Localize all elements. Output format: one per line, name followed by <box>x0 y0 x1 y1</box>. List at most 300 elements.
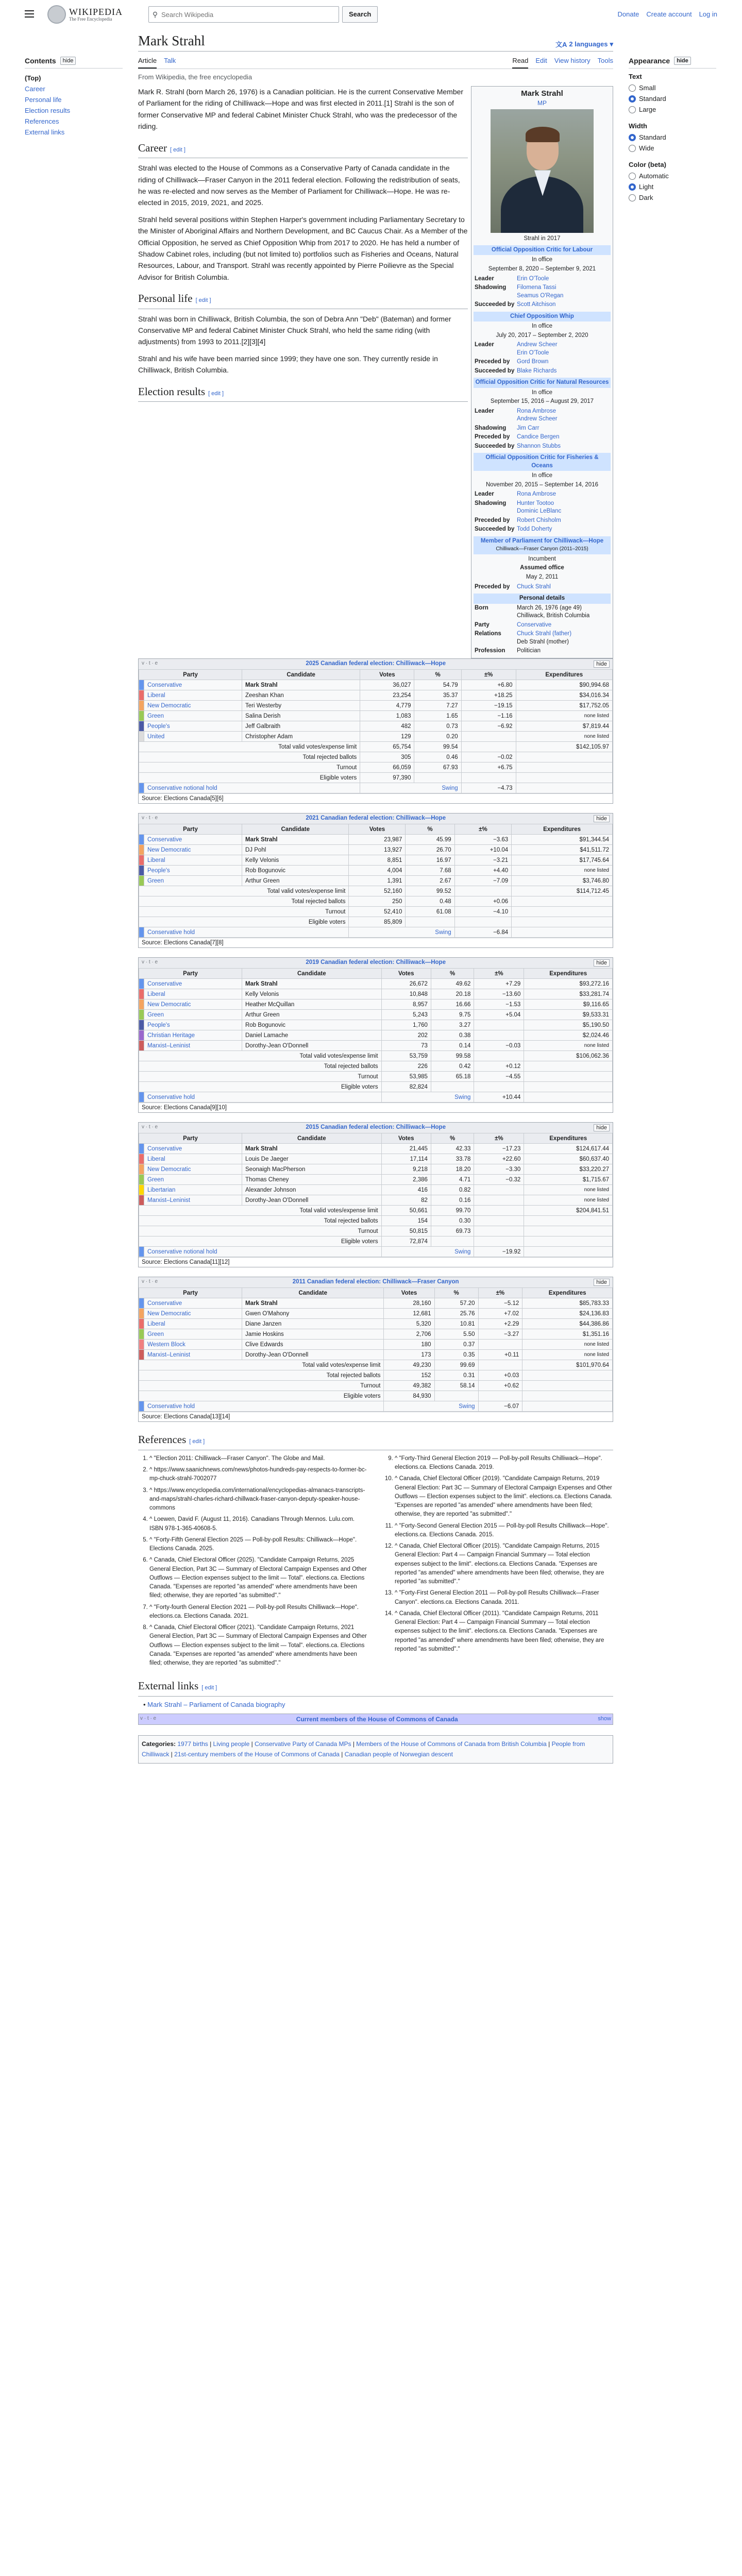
table-hide-button[interactable]: hide <box>594 1279 610 1286</box>
tab-talk[interactable]: Talk <box>164 57 176 64</box>
candidate-row <box>139 866 613 876</box>
radio-selected-icon <box>629 95 636 103</box>
party-link[interactable]: Liberal <box>147 1156 165 1162</box>
infobox-link[interactable]: Dominic LeBlanc <box>517 508 562 515</box>
table-hide-button[interactable]: hide <box>594 959 610 967</box>
votes-cell: 23,254 <box>360 690 414 701</box>
infobox-link[interactable]: Rona Ambrose <box>517 491 556 498</box>
change-cell: +18.25 <box>461 690 516 701</box>
role-dates: November 20, 2015 – September 14, 2016 <box>485 481 598 488</box>
totals-expenditure <box>522 1370 613 1381</box>
infobox-link[interactable]: Blake Richards <box>517 367 557 374</box>
infobox-link[interactable]: Robert Chisholm <box>517 517 561 523</box>
candidate-row <box>139 876 613 886</box>
change-cell: −1.16 <box>461 711 516 721</box>
candidate-row <box>139 845 613 855</box>
column-header: Candidate <box>242 969 382 979</box>
party-link[interactable]: New Democratic <box>147 846 191 853</box>
table-hide-button[interactable]: hide <box>594 660 610 668</box>
percent-cell: 0.37 <box>434 1340 478 1350</box>
expenditure-cell: $2,024.46 <box>524 1030 613 1041</box>
tab-edit[interactable]: Edit <box>535 57 547 64</box>
role-title[interactable]: Official Opposition Critic for Fisheries & Oceans <box>485 454 599 469</box>
hold-link[interactable]: Conservative notional hold <box>147 1248 217 1255</box>
election-table-title[interactable]: 2021 Canadian federal election: Chilliwack—Hope <box>306 815 446 822</box>
change-cell: −0.03 <box>474 1041 524 1051</box>
category-link[interactable]: Living people <box>213 1740 250 1748</box>
candidate-row <box>139 1175 613 1185</box>
column-header: ±% <box>454 824 512 835</box>
election-table-title[interactable]: 2025 Canadian federal election: Chilliwack—Hope <box>306 660 446 667</box>
expenditure-cell: $17,745.64 <box>512 855 613 866</box>
toc-item-career[interactable]: Career <box>25 85 45 93</box>
percent-cell: 0.38 <box>431 1030 474 1041</box>
party-name <box>144 1298 242 1309</box>
infobox-text[interactable]: Conservative <box>517 621 552 628</box>
category-link[interactable]: Canadian people of Norwegian descent <box>344 1751 453 1758</box>
text-size-standard[interactable] <box>629 93 716 104</box>
infobox-link[interactable]: Chuck Strahl <box>517 583 551 590</box>
party-link[interactable]: New Democratic <box>147 702 191 709</box>
party-link[interactable]: Green <box>147 713 164 719</box>
totals-label: Eligible voters <box>139 1391 384 1401</box>
candidate-name: Arthur Green <box>242 1010 382 1020</box>
party-name <box>144 1010 242 1020</box>
navbox-title[interactable]: Current members of the House of Commons of Canada <box>296 1715 458 1723</box>
expenditure-cell: $9,116.65 <box>524 999 613 1010</box>
radio-icon <box>629 145 636 152</box>
radio-label: Standard <box>639 95 666 103</box>
percent-cell: 0.16 <box>431 1195 474 1206</box>
totals-percent <box>434 1391 478 1401</box>
infobox-text[interactable]: Deb Strahl (mother) <box>517 638 569 645</box>
swing-value: +10.44 <box>474 1092 524 1103</box>
text-size-group <box>629 73 716 115</box>
toc-item-top[interactable]: (Top) <box>25 74 41 82</box>
party-link[interactable]: Liberal <box>147 692 165 699</box>
expenditure-cell: $1,351.16 <box>522 1329 613 1340</box>
infobox-row <box>474 516 611 526</box>
infobox-link[interactable]: Andrew Scheer <box>517 416 558 422</box>
edit-link[interactable]: [ edit ] <box>208 390 224 397</box>
column-header: Expenditures <box>522 1288 613 1298</box>
category-link[interactable]: People from Chilliwack <box>142 1740 585 1758</box>
radio-label: Large <box>639 106 656 113</box>
party-link[interactable]: Marxist–Leninist <box>147 1197 191 1204</box>
vte-links[interactable]: v · t · e <box>142 1124 158 1130</box>
candidate-name: Thomas Cheney <box>242 1175 382 1185</box>
party-link[interactable]: Green <box>147 1011 164 1018</box>
totals-change <box>474 1216 524 1226</box>
totals-expenditure <box>516 762 612 773</box>
width-wide[interactable] <box>629 143 716 154</box>
navbox-show-button[interactable]: show <box>598 1715 611 1722</box>
party-link[interactable]: United <box>147 733 165 740</box>
infobox-link[interactable]: Scott Aitchison <box>517 301 556 308</box>
percent-cell: 54.79 <box>414 680 461 690</box>
party-link[interactable]: Green <box>147 877 164 884</box>
election-table-title[interactable]: 2015 Canadian federal election: Chilliwack—Hope <box>306 1124 446 1131</box>
infobox-value <box>517 517 610 525</box>
infobox-subtitle[interactable]: MP <box>537 99 547 107</box>
change-cell: +7.02 <box>478 1309 522 1319</box>
percent-cell: 35.37 <box>414 690 461 701</box>
language-button[interactable] <box>555 39 613 49</box>
candidate-row <box>139 1030 613 1041</box>
change-cell: −1.53 <box>474 999 524 1010</box>
table-source <box>139 793 613 803</box>
swing-link[interactable]: Swing <box>454 1248 471 1255</box>
candidate-row <box>139 999 613 1010</box>
party-link[interactable]: Liberal <box>147 857 165 863</box>
candidate-name: Rob Bogunovic <box>242 1020 382 1030</box>
totals-percent: 0.48 <box>406 896 454 907</box>
swing-label <box>381 1247 474 1257</box>
votes-cell: 28,160 <box>384 1298 434 1309</box>
tab-article[interactable]: Article <box>138 54 157 69</box>
table-hide-button[interactable]: hide <box>594 815 610 822</box>
totals-change: −4.55 <box>474 1072 524 1082</box>
infobox-link[interactable]: Gord Brown <box>517 359 549 365</box>
donate-link[interactable]: Donate <box>617 10 639 18</box>
election-table-title-bar <box>139 814 613 824</box>
role-header <box>474 453 611 471</box>
infobox-text[interactable]: Chuck Strahl (father) <box>517 631 572 637</box>
infobox-text: Politician <box>517 648 541 654</box>
infobox-row <box>474 621 611 630</box>
column-header: Expenditures <box>524 969 613 979</box>
infobox-row <box>474 433 611 442</box>
election-table-title[interactable]: 2011 Canadian federal election: Chilliwack—Fraser Canyon <box>292 1279 459 1285</box>
infobox-link[interactable]: Rona Ambrose <box>517 408 556 414</box>
search-button[interactable]: Search <box>342 6 378 23</box>
tab-tools[interactable]: Tools <box>597 57 613 64</box>
hold-link[interactable]: Conservative hold <box>147 929 195 936</box>
role-title[interactable]: Chief Opposition Whip <box>510 313 574 319</box>
infobox-key: Succeeded by <box>475 526 515 533</box>
party-name <box>144 1041 242 1051</box>
expenditure-cell: none listed <box>516 711 612 721</box>
toc-item-election-results[interactable]: Election results <box>25 107 71 114</box>
role-title[interactable]: Member of Parliament for Chilliwack—Hope <box>480 537 604 544</box>
infobox-text[interactable]: March 26, 1976 (age 49) <box>517 604 582 611</box>
totals-expenditure <box>524 1216 613 1226</box>
totals-votes: 49,382 <box>384 1381 434 1391</box>
totals-change <box>474 1236 524 1247</box>
infobox-link[interactable]: Candice Bergen <box>517 434 560 440</box>
hold-link[interactable]: Conservative hold <box>147 1094 195 1100</box>
swing-link[interactable]: Swing <box>435 929 451 936</box>
swing-label <box>349 927 454 938</box>
empty-cell <box>524 1247 613 1257</box>
navbox-vte[interactable]: v · t · e <box>140 1715 157 1721</box>
swing-value: −19.92 <box>474 1247 524 1257</box>
personal-details-header: Personal details <box>474 594 611 604</box>
toc-item-external-links[interactable]: External links <box>25 128 65 136</box>
vte-links[interactable]: v · t · e <box>142 660 158 667</box>
votes-cell: 8,957 <box>381 999 431 1010</box>
infobox-value <box>517 630 610 646</box>
text-size-small[interactable] <box>629 82 716 93</box>
percent-cell: 0.35 <box>434 1350 478 1360</box>
change-cell: +6.80 <box>461 680 516 690</box>
tab-view-history[interactable]: View history <box>554 57 591 64</box>
edit-link[interactable]: [ edit ] <box>201 1685 217 1691</box>
change-cell <box>474 1020 524 1030</box>
infobox-link[interactable]: Seamus O'Regan <box>517 292 564 299</box>
change-cell: −3.21 <box>454 855 512 866</box>
candidate-name: Diane Janzen <box>242 1319 384 1329</box>
expenditure-cell: $5,190.50 <box>524 1020 613 1030</box>
login-link[interactable]: Log in <box>699 10 717 18</box>
change-cell: −17.23 <box>474 1144 524 1154</box>
translate-icon: 文A <box>555 41 567 48</box>
toc-item-references[interactable]: References <box>25 117 59 125</box>
party-link[interactable]: Marxist–Leninist <box>147 1351 191 1358</box>
role-office: In office <box>531 389 553 396</box>
party-link[interactable]: People's <box>147 723 170 730</box>
party-link[interactable]: Western Block <box>147 1341 185 1348</box>
role-title[interactable]: Official Opposition Critic for Labour <box>491 246 593 253</box>
portrait-photo[interactable] <box>491 109 594 233</box>
expenditure-cell: $1,715.67 <box>524 1175 613 1185</box>
reference-item: 7. ^ "Forty-fourth General Election 2021 — Poll-by-poll Results Chilliwack—Hope". elections.ca. Elections Canada. 2021. <box>149 1603 368 1621</box>
appearance-title: Appearance <box>629 57 670 65</box>
votes-cell: 416 <box>381 1185 431 1195</box>
party-link[interactable]: Conservative <box>147 682 182 688</box>
totals-votes: 53,759 <box>381 1051 431 1061</box>
election-table-title-bar <box>139 1277 613 1287</box>
candidate-row <box>139 1329 613 1340</box>
infobox-link[interactable]: Todd Doherty <box>517 526 552 533</box>
percent-cell: 33.78 <box>431 1154 474 1164</box>
column-header: Candidate <box>242 1288 384 1298</box>
totals-label: Eligible voters <box>139 773 360 783</box>
infobox-link[interactable]: Hunter Tootoo <box>517 500 554 506</box>
swing-link[interactable]: Swing <box>454 1094 471 1100</box>
change-cell: −13.60 <box>474 989 524 999</box>
page-title: Mark Strahl <box>138 33 205 48</box>
infobox-link[interactable]: Jim Carr <box>517 425 539 431</box>
percent-cell: 3.27 <box>431 1020 474 1030</box>
party-name <box>144 855 242 866</box>
infobox-key: Shadowing <box>475 500 507 506</box>
search-input[interactable] <box>161 11 339 19</box>
change-cell: +10.04 <box>454 845 512 855</box>
percent-cell: 1.65 <box>414 711 461 721</box>
totals-row <box>139 742 613 752</box>
candidate-row <box>139 1154 613 1164</box>
party-link[interactable]: New Democratic <box>147 1001 191 1008</box>
column-header: ±% <box>478 1288 522 1298</box>
edit-link[interactable]: [ edit ] <box>189 1438 205 1445</box>
change-cell: +4.40 <box>454 866 512 876</box>
party-link[interactable]: People's <box>147 1022 170 1028</box>
infobox-text[interactable]: Chilliwack, British Columbia <box>517 613 590 619</box>
candidate-name: Alexander Johnson <box>242 1185 382 1195</box>
infobox-link[interactable]: Andrew Scheer <box>517 342 558 348</box>
election-table-title-bar <box>139 958 613 968</box>
totals-votes: 66,059 <box>360 762 414 773</box>
totals-expenditure <box>524 1072 613 1082</box>
category-link[interactable]: Conservative Party of Canada MPs <box>255 1740 351 1748</box>
swing-value: −4.73 <box>461 783 516 793</box>
party-link[interactable]: Conservative <box>147 836 182 843</box>
party-link[interactable]: Marxist–Leninist <box>147 1042 191 1049</box>
hold-row <box>139 783 613 793</box>
party-link[interactable]: Libertarian <box>147 1187 176 1193</box>
totals-label: Total valid votes/expense limit <box>139 1360 384 1370</box>
party-color-swatch <box>139 866 144 876</box>
totals-row <box>139 1051 613 1061</box>
percent-cell: 5.50 <box>434 1329 478 1340</box>
text-size-large[interactable] <box>629 104 716 115</box>
totals-change: +0.03 <box>478 1370 522 1381</box>
totals-expenditure: $204,841.51 <box>524 1206 613 1216</box>
percent-cell: 0.73 <box>414 721 461 732</box>
section-heading-election-results <box>138 383 468 402</box>
search-box[interactable] <box>148 6 339 23</box>
votes-cell: 17,114 <box>381 1154 431 1164</box>
role-title[interactable]: Official Opposition Critic for Natural Resources <box>475 379 609 386</box>
tab-read[interactable]: Read <box>512 54 528 69</box>
expenditure-cell: $33,281.74 <box>524 989 613 999</box>
votes-cell: 12,681 <box>384 1309 434 1319</box>
party-name <box>144 999 242 1010</box>
percent-cell: 0.82 <box>431 1185 474 1195</box>
column-header: Votes <box>384 1288 434 1298</box>
candidate-row <box>139 1010 613 1020</box>
party-link[interactable]: Conservative <box>147 1300 182 1307</box>
party-color-swatch <box>139 783 144 793</box>
totals-row <box>139 1226 613 1236</box>
infobox-link[interactable]: Shannon Stubbs <box>517 443 561 449</box>
percent-cell: 9.75 <box>431 1010 474 1020</box>
external-link[interactable]: • Mark Strahl – Parliament of Canada biography <box>143 1700 285 1708</box>
main-menu-icon[interactable] <box>25 10 34 18</box>
election-table-title[interactable]: 2019 Canadian federal election: Chilliwack—Hope <box>306 959 446 966</box>
candidate-row <box>139 1309 613 1319</box>
party-link[interactable]: People's <box>147 867 170 874</box>
reference-item: 10. ^ Canada, Chief Electoral Officer (2019). "Candidate Campaign Returns, 2019 General Election: Part 3C — Summary of Electoral Campaign Expenses and Other Outflows — Election expenses subject to the limit". elections.ca. Elections Canada. "Expenses are reported "as amended" where amendments have been filed; otherwise, they are reported "as submitted"." <box>395 1475 613 1519</box>
expenditure-cell: $41,511.72 <box>512 845 613 855</box>
party-link[interactable]: Liberal <box>147 991 165 997</box>
column-header: Expenditures <box>512 824 613 835</box>
party-link[interactable]: Liberal <box>147 1320 165 1327</box>
vte-links[interactable]: v · t · e <box>142 815 158 821</box>
color-light[interactable] <box>629 181 716 192</box>
swing-link[interactable]: Swing <box>442 785 458 791</box>
color-automatic[interactable] <box>629 171 716 181</box>
totals-row <box>139 1360 613 1370</box>
infobox-link[interactable]: Erin O'Toole <box>517 349 549 356</box>
empty-cell <box>522 1401 613 1412</box>
edit-link[interactable]: [ edit ] <box>195 297 211 304</box>
table-source <box>139 1103 613 1112</box>
party-link[interactable]: Conservative <box>147 1145 182 1152</box>
hold-link[interactable]: Conservative notional hold <box>147 785 217 791</box>
appearance-hide-button[interactable]: hide <box>674 57 691 65</box>
vte-links[interactable]: v · t · e <box>142 959 158 965</box>
infobox-link[interactable]: Erin O'Toole <box>517 275 549 282</box>
table-hide-button[interactable]: hide <box>594 1124 610 1131</box>
wikipedia-logo[interactable] <box>47 5 123 24</box>
toc-item-personal-life[interactable]: Personal life <box>25 96 62 104</box>
create-account-link[interactable]: Create account <box>646 10 692 18</box>
from-wikipedia: From Wikipedia, the free encyclopedia <box>138 73 252 81</box>
vte-links[interactable]: v · t · e <box>142 1279 158 1285</box>
candidate-name: Dorothy-Jean O'Donnell <box>242 1041 382 1051</box>
column-header: ±% <box>461 670 516 680</box>
column-header: % <box>406 824 454 835</box>
party-link[interactable]: Christian Heritage <box>147 1032 195 1039</box>
percent-cell: 57.20 <box>434 1298 478 1309</box>
totals-expenditure <box>524 1061 613 1072</box>
color-dark[interactable] <box>629 192 716 203</box>
totals-percent: 99.70 <box>431 1206 474 1216</box>
column-header: Party <box>139 1288 242 1298</box>
edit-link[interactable]: [ edit ] <box>170 146 185 153</box>
percent-cell: 25.76 <box>434 1309 478 1319</box>
totals-row <box>139 762 613 773</box>
candidate-row <box>139 690 613 701</box>
expenditure-cell: $90,994.68 <box>516 680 612 690</box>
external-link-text[interactable]: Mark Strahl – Parliament of Canada biography <box>147 1700 285 1708</box>
totals-row <box>139 1206 613 1216</box>
infobox-row <box>474 442 611 451</box>
infobox-key: Preceded by <box>475 359 510 365</box>
votes-cell: 36,027 <box>360 680 414 690</box>
logo-text: WIKIPEDIA <box>69 7 123 17</box>
party-link[interactable]: Green <box>147 1176 164 1183</box>
totals-percent: 0.42 <box>431 1061 474 1072</box>
candidate-row <box>139 1195 613 1206</box>
votes-cell: 26,672 <box>381 979 431 989</box>
party-color-swatch <box>139 855 144 866</box>
votes-cell: 4,779 <box>360 701 414 711</box>
swing-link[interactable]: Swing <box>459 1403 475 1410</box>
candidate-row <box>139 1298 613 1309</box>
candidate-row <box>139 1164 613 1175</box>
totals-percent: 61.08 <box>406 907 454 917</box>
width-standard[interactable] <box>629 132 716 143</box>
heading-text: Personal life <box>138 292 193 305</box>
hold-link[interactable]: Conservative hold <box>147 1403 195 1410</box>
infobox-link[interactable]: Filomena Tassi <box>517 284 556 291</box>
role-office-2: Assumed office <box>520 565 564 571</box>
totals-percent: 99.52 <box>406 886 454 896</box>
infobox-key: Relations <box>475 631 501 637</box>
infobox-value <box>517 301 610 309</box>
category-link[interactable]: 21st-century members of the House of Commons of Canada <box>174 1751 340 1758</box>
infobox-key: Succeeded by <box>475 367 515 374</box>
party-name <box>144 1319 242 1329</box>
table-source <box>139 938 613 947</box>
party-link[interactable]: New Democratic <box>147 1310 191 1317</box>
totals-change <box>474 1051 524 1061</box>
party-link[interactable]: Green <box>147 1331 164 1337</box>
candidate-row <box>139 680 613 690</box>
party-name <box>144 1175 242 1185</box>
category-link[interactable]: 1977 births <box>177 1740 208 1748</box>
table-source <box>139 1412 613 1421</box>
category-link[interactable]: Members of the House of Commons of Canada from British Columbia <box>356 1740 547 1748</box>
party-link[interactable]: Conservative <box>147 980 182 987</box>
totals-row <box>139 917 613 927</box>
party-link[interactable]: New Democratic <box>147 1166 191 1173</box>
totals-votes: 250 <box>349 896 406 907</box>
toc-hide-button[interactable]: hide <box>60 57 76 65</box>
